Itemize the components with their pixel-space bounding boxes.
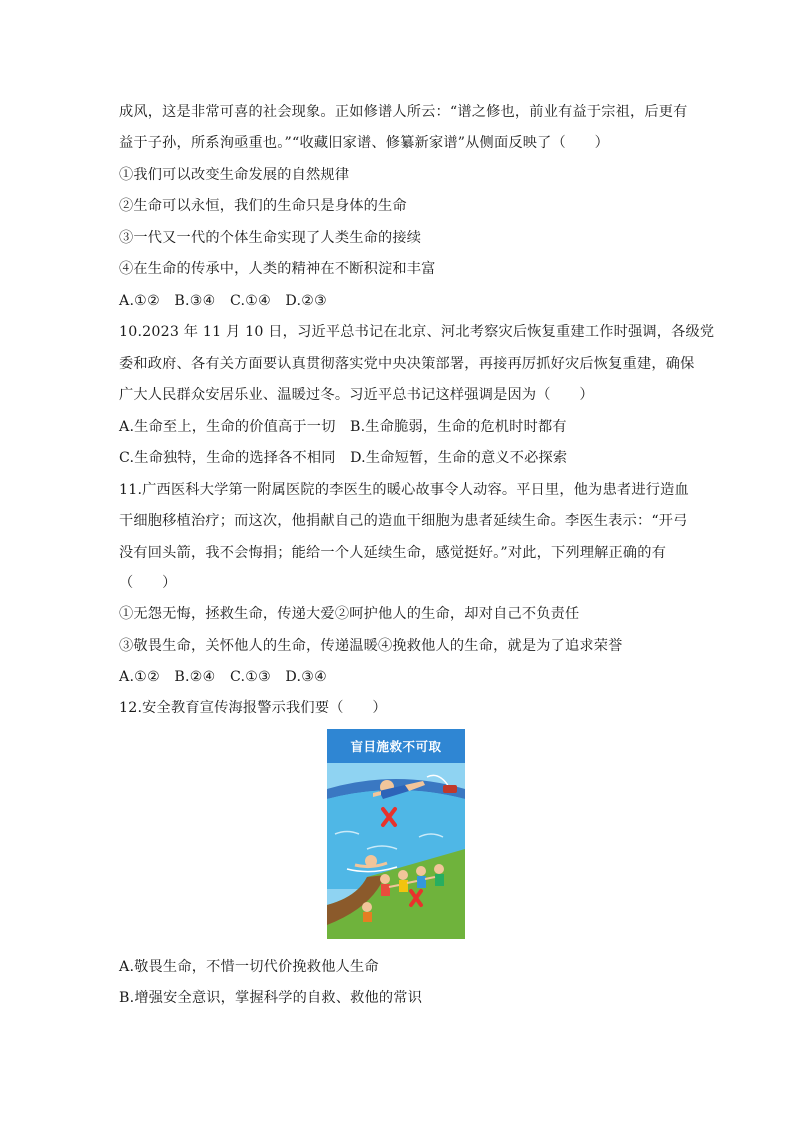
q9-statement-2: ②生命可以永恒，我们的生命只是身体的生命	[119, 198, 407, 214]
q9-statement-1: ①我们可以改变生命发展的自然规律	[119, 167, 350, 183]
q11-options: A.①② B.②④ C.①③ D.③④	[119, 669, 328, 685]
q10-stem-line-3: 广大人民群众安居乐业、温暖过冬。习近平总书记这样强调是因为（ ）	[119, 387, 594, 403]
safety-poster-image	[327, 729, 465, 939]
q10-stem-line-2: 委和政府、各有关方面要认真贯彻落实党中央决策部署，再接再厉抓好灾后恢复重建，确保	[119, 356, 695, 372]
q12-option-a: A.敬畏生命，不惜一切代价挽救他人生命	[119, 959, 379, 975]
q9-stem-line-1: 成风，这是非常可喜的社会现象。正如修谱人所云：“谱之修也，前业有益于宗祖，后更有	[119, 104, 688, 120]
q11-stem-line-3: 没有回头箭，我不会悔捐；能给一个人延续生命，感觉挺好。”对此，下列理解正确的有	[119, 545, 667, 561]
q9-statement-3: ③一代又一代的个体生命实现了人类生命的接续	[119, 230, 422, 246]
poster-title: 盲目施救不可取	[350, 739, 442, 754]
q11-stem-line-1: 11.广西医科大学第一附属医院的李医生的暖心故事令人动容。平日里，他为患者进行造血	[119, 482, 689, 498]
q11-statements-12: ①无怨无悔，拯救生命，传递大爱②呵护他人的生命，却对自己不负责任	[119, 606, 580, 622]
q9-statement-4: ④在生命的传承中，人类的精神在不断积淀和丰富	[119, 261, 436, 277]
q9-stem-line-2: 益于子孙，所系洵亟重也。”“收藏旧家谱、修纂新家谱”从侧面反映了（ ）	[119, 135, 610, 151]
q9-options: A.①② B.③④ C.①④ D.②③	[119, 293, 328, 309]
q10-stem-line-1: 10.2023 年 11 月 10 日，习近平总书记在北京、河北考察灾后恢复重建工作时强调，各级党	[119, 324, 715, 340]
q11-stem-line-2: 干细胞移植治疗；而这次，他捐献自己的造血干细胞为患者延续生命。李医生表示：“开弓	[119, 513, 688, 529]
q12-stem: 12.安全教育宣传海报警示我们要（ ）	[119, 700, 387, 716]
q10-options-cd: C.生命独特，生命的选择各不相同 D.生命短暂，生命的意义不必探索	[119, 450, 568, 466]
q11-statements-34: ③敬畏生命，关怀他人的生命，传递温暖④挽救他人的生命，就是为了追求荣誉	[119, 638, 623, 654]
q10-options-ab: A.生命至上，生命的价值高于一切 B.生命脆弱，生命的危机时时都有	[119, 419, 567, 435]
q11-stem-line-4: （ ）	[119, 575, 177, 591]
q12-option-b: B.增强安全意识，掌握科学的自救、救他的常识	[119, 990, 423, 1006]
